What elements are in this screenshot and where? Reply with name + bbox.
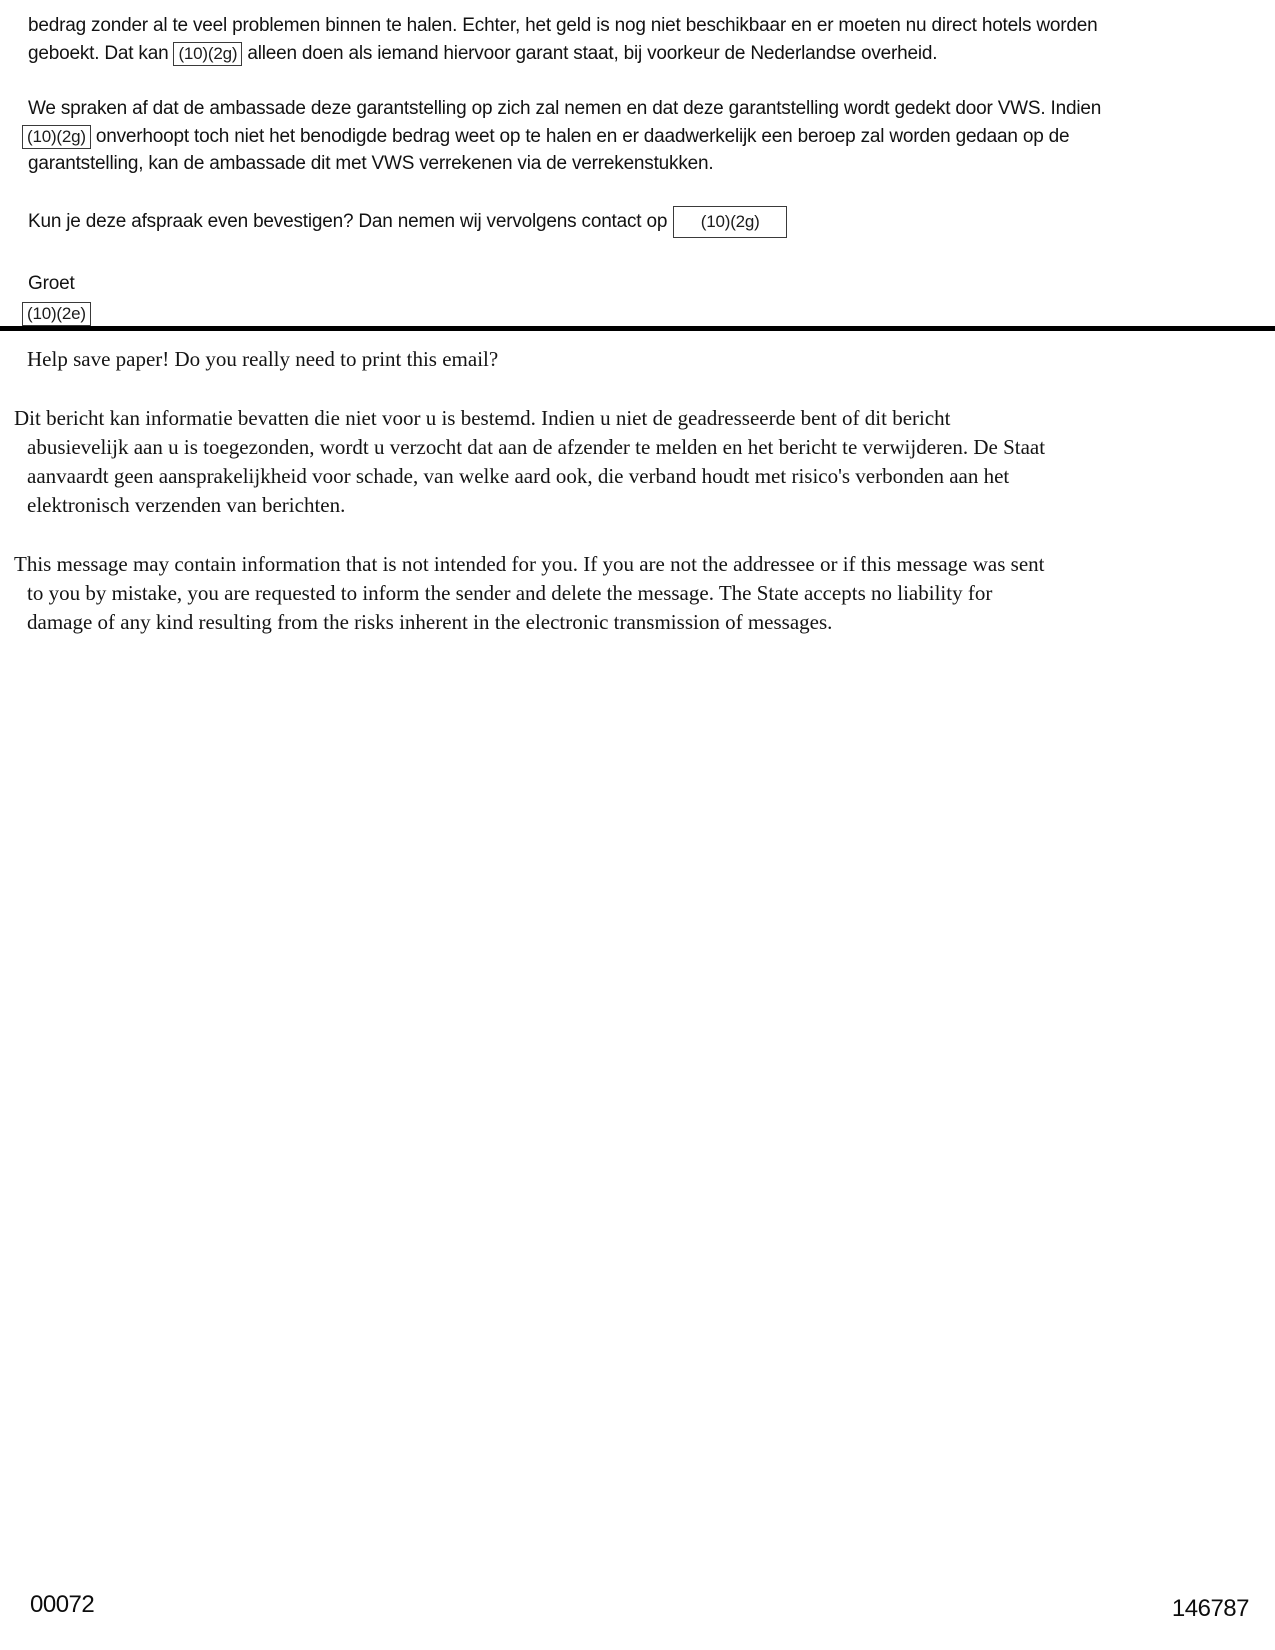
redaction-box: (10)(2g) xyxy=(673,206,787,238)
disclaimer-dutch-line: aanvaardt geen aansprakelijkheid voor schade, van welke aard ook, die verband houdt met risico's verbonden aan het xyxy=(27,464,1010,488)
disclaimer-dutch-line: Dit bericht kan informatie bevatten die niet voor u is bestemd. Indien u niet de geadresseerde bent of dit bericht xyxy=(14,406,951,430)
disclaimer-english-line: to you by mistake, you are requested to inform the sender and delete the message. The State accepts no liability for xyxy=(27,581,993,605)
paragraph-2-line-3: garantstelling, kan de ambassade dit met VWS verrekenen via de verrekenstukken. xyxy=(28,153,714,174)
text-segment: alleen doen als iemand hiervoor garant staat, bij voorkeur de Nederlandse overheid. xyxy=(247,42,938,64)
doc-id-number: 146787 xyxy=(1171,1595,1249,1622)
separator-rule xyxy=(0,326,1275,331)
signature-redaction-row xyxy=(28,300,1258,328)
text-segment: Kun je deze afspraak even bevestigen? Dan nemen wij vervolgens contact op xyxy=(28,210,668,232)
paragraph-2-line-1: We spraken af dat de ambassade deze garantstelling op zich zal nemen en dat deze garantstelling wordt gedekt door VWS. Indien xyxy=(28,98,1102,119)
paragraph-2 xyxy=(28,95,1258,178)
text-segment: onverhoopt toch niet het benodigde bedrag weet op te halen en er daadwerkelijk een beroep zal worden gedaan op de xyxy=(95,125,1070,147)
email-body xyxy=(28,12,1258,328)
paragraph-1-line-2 xyxy=(28,40,1258,68)
disclaimer-english-line: This message may contain information that is not intended for you. If you are not the addressee or if this message was sent xyxy=(14,552,1045,576)
disclaimer-section xyxy=(14,345,1266,637)
redaction-box: (10)(2g) xyxy=(173,42,242,66)
signature-greeting: Groet xyxy=(28,272,75,294)
paragraph-2-line-2 xyxy=(28,123,1258,151)
signature-block xyxy=(28,270,1258,328)
paragraph-3-line-1 xyxy=(28,206,1258,238)
disclaimer-dutch-line: abusievelijk aan u is toegezonden, wordt u verzocht dat aan de afzender te melden en het bericht te verwijderen. De Staat xyxy=(27,435,1046,459)
disclaimer-english xyxy=(14,550,1266,637)
text-segment: geboekt. Dat kan xyxy=(28,42,169,64)
paragraph-3 xyxy=(28,206,1258,238)
redaction-box: (10)(2g) xyxy=(22,125,91,149)
paragraph-1 xyxy=(28,12,1258,67)
disclaimer-english-line: damage of any kind resulting from the risks inherent in the electronic transmission of messages. xyxy=(27,610,833,634)
page-number: 00072 xyxy=(30,1591,95,1618)
paragraph-1-line-1: bedrag zonder al te veel problemen binnen te halen. Echter, het geld is nog niet beschikbaar en er moeten nu direct hotels worden xyxy=(28,15,1098,36)
disclaimer-dutch-line: elektronisch verzenden van berichten. xyxy=(27,493,346,517)
redaction-box: (10)(2e) xyxy=(22,302,91,326)
eco-notice: Help save paper! Do you really need to print this email? xyxy=(27,347,499,371)
disclaimer-dutch xyxy=(14,404,1266,520)
